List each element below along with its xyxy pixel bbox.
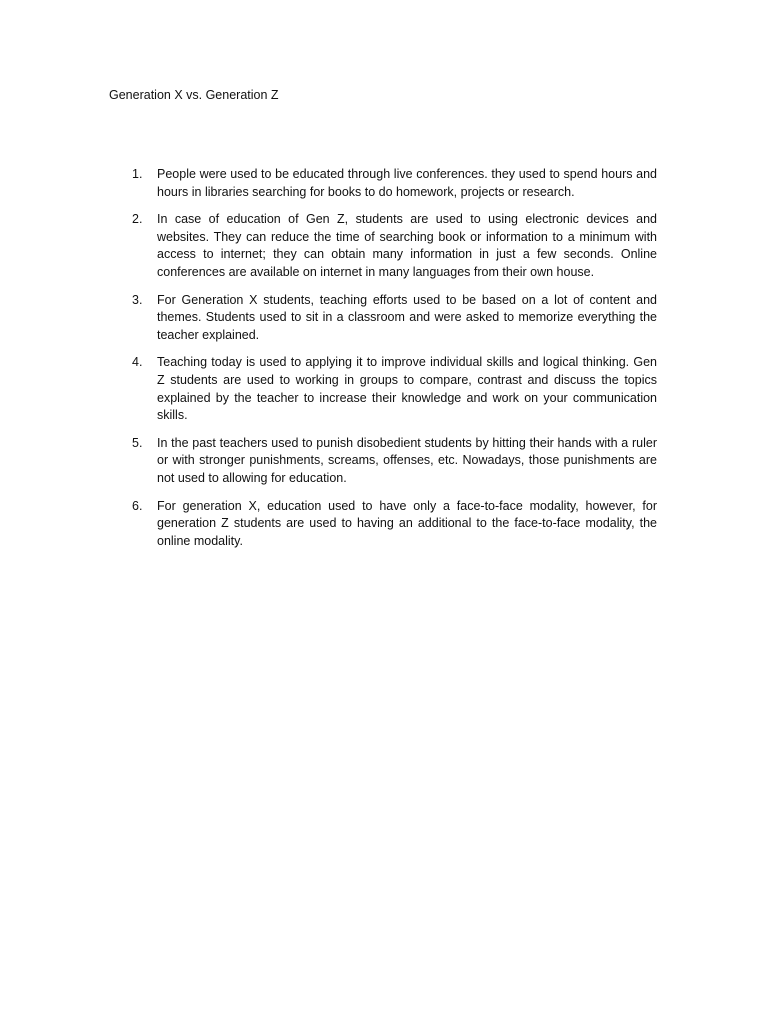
list-item-number: 6. <box>132 498 143 513</box>
list-item <box>0 292 768 345</box>
list-item <box>0 211 768 281</box>
list-item <box>0 166 768 201</box>
list-item-text: For generation X, education used to have only a face-to-face modality, however, for generation Z students are used to having an additional to the face-to-face modality, the online modality. <box>157 498 657 548</box>
list-item-text: People were used to be educated through live conferences. they used to spend hours and hours in libraries searching for books to do homework, projects or research. <box>157 167 657 199</box>
list-item <box>0 435 768 488</box>
list-item-text: In case of education of Gen Z, students are used to using electronic devices and websites. They can reduce the time of searching book or information to a minimum with access to internet; they can obtain many information in just a few seconds. Online conferences are available on internet in many languages from their own house. <box>157 212 657 279</box>
list-item-number: 4. <box>132 355 143 370</box>
list-item <box>0 498 768 551</box>
list-item <box>0 354 768 424</box>
list-item-text: Teaching today is used to applying it to improve individual skills and logical thinking. Gen Z students are used to working in groups to compare, contrast and discuss the topics explained by the teacher to increase their knowledge and work on your communication skills. <box>157 355 657 423</box>
list-item-number: 1. <box>132 167 143 181</box>
list-item-text: For Generation X students, teaching efforts used to be based on a lot of content and themes. Students used to sit in a classroom and were asked to memorize everything the teacher explained. <box>157 292 657 342</box>
list-item-number: 2. <box>132 212 143 227</box>
list-item-text: In the past teachers used to punish disobedient students by hitting their hands with a ruler or with stronger punishments, screams, offenses, etc. Nowadays, those punishments are not used to allowing for education. <box>157 435 657 485</box>
numbered-list <box>0 166 768 560</box>
list-item-number: 3. <box>132 292 143 307</box>
document-title: Generation X vs. Generation Z <box>109 88 279 102</box>
list-item-number: 5. <box>132 435 143 450</box>
